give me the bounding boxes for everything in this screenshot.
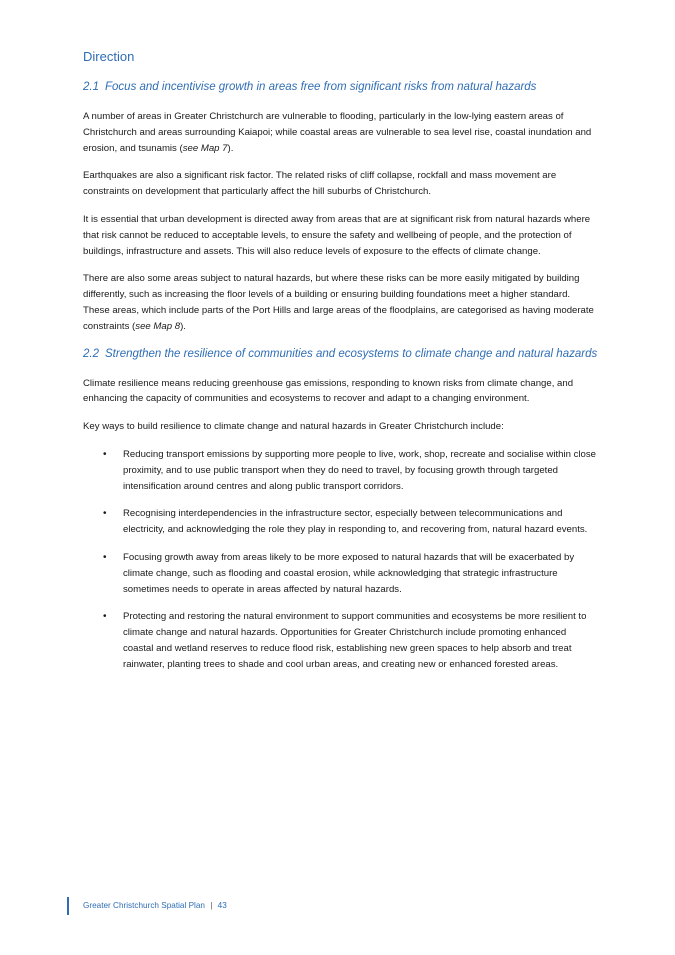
page-heading: Direction [83,49,135,64]
paragraph: Climate resilience means reducing greenhouse gas emissions, responding to known risks from climate change, and enhancing the capacity of communities and ecosystems to recover and adapt to a changing environment. [83,377,574,405]
bullet-icon: • [103,508,107,520]
list-item [83,506,598,538]
page-footer [67,897,227,915]
document-body [83,80,598,685]
paragraph-text-end: ). [180,320,186,332]
section-heading-2-2 [83,347,598,362]
bullet-list [83,447,598,673]
bullet-icon: • [103,611,107,623]
section-number: 2.2 [83,347,99,360]
list-item-text: Protecting and restoring the natural environment to support communities and ecosystems be more resilient to climate change and natural hazards. Opportunities for Greater Christchurch include promoting enhanced coastal and wetland reserves to reduce flood risk, establishing new green spaces to help absorb and treat rainwater, planting trees to shade and cool urban areas, and creating new or enhanced forested areas. [123,611,587,670]
section-heading-2-1 [83,80,598,95]
footer-doc-title: Greater Christchurch Spatial Plan [83,901,205,910]
paragraph: Key ways to build resilience to climate change and natural hazards in Greater Christchurch include: [83,421,504,433]
paragraph-text: There are also some areas subject to natural hazards, but where these risks can be more easily mitigated by building differently, such as increasing the floor levels of a building or ensuring building foundations meet a higher standard. These areas, which include parts of the Port Hills and large areas of the floodplains, are categorised as having moderate constraints ( [83,273,594,332]
paragraph [83,271,598,334]
footer-page-number: 43 [217,901,227,910]
list-item-text: Recognising interdependencies in the infrastructure sector, especially between telecommunications and electricity, and acknowledging the role they play in responding to, and recovering from, natural hazard events. [123,508,588,536]
bullet-icon: • [103,551,107,563]
section-number: 2.1 [83,81,99,93]
paragraph-text: A number of areas in Greater Christchurch are vulnerable to flooding, particularly in the low-lying eastern areas of Christchurch and areas surrounding Kaiapoi; while coastal areas are vulnerable to sea level rise, coastal inundation and erosion, and tsunamis ( [83,111,592,154]
list-item [83,550,598,597]
bullet-icon: • [103,448,107,460]
section-title: Focus and incentivise growth in areas free from significant risks from natural hazards [105,81,537,93]
paragraph: Earthquakes are also a significant risk factor. The related risks of cliff collapse, rockfall and mass movement are constraints on development that particularly affect the hill suburbs of Christchurch. [83,170,557,198]
section-title: Strengthen the resilience of communities and ecosystems to climate change and natural hazards [105,347,598,360]
paragraph-text-end: ). [227,142,234,154]
paragraph: It is essential that urban development is directed away from areas that are at significant risk from natural hazards where that risk cannot be reduced to acceptable levels, to ensure the safety and wellbeing of people, and the protection of buildings, infrastructure and assets. This will also reduce levels of exposure to the effects of climate change. [83,213,591,257]
map-reference: see Map 7 [182,142,228,154]
map-reference: see Map 8 [135,320,181,332]
list-item [83,447,598,494]
footer-separator: | [210,901,213,910]
list-item [83,609,598,672]
paragraph [83,109,598,156]
list-item-text: Focusing growth away from areas likely to be more exposed to natural hazards that will be exacerbated by climate change, such as flooding and coastal erosion, while acknowledging that strategic infrastructure sometimes needs to operate in areas affected by natural hazards. [123,551,575,595]
list-item-text: Reducing transport emissions by supporting more people to live, work, shop, recreate and socialise within close proximity, and to use public transport when they do need to travel, by focusing growth through targeted intensification around centres and along public transport corridors. [123,448,596,492]
